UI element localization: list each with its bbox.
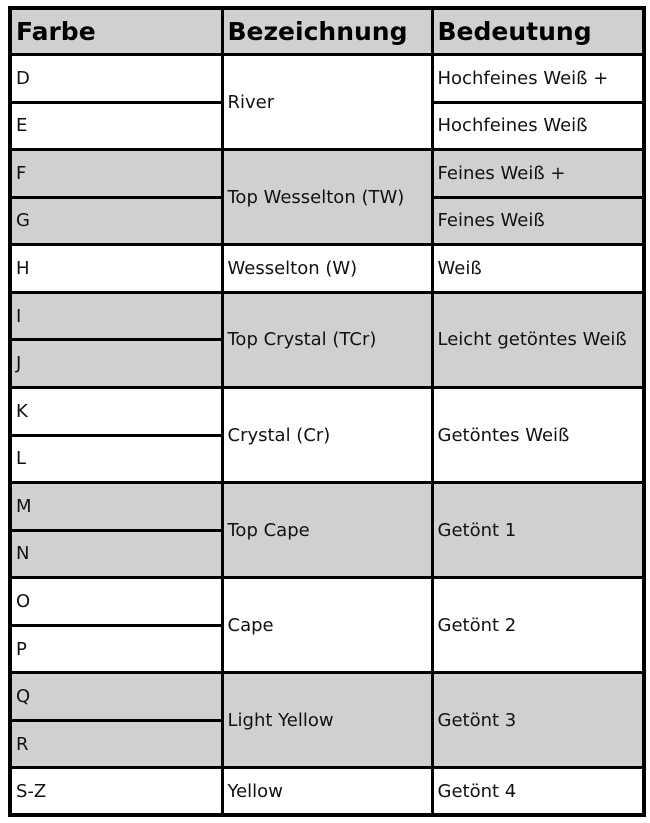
header-bezeichnung: Bezeichnung	[222, 8, 432, 55]
table-row	[10, 245, 644, 293]
meaning-cell: Feines Weiß	[432, 197, 644, 245]
meaning-cell: Getönt 2	[432, 578, 644, 673]
grade-cell: R	[10, 720, 222, 768]
table-row	[10, 292, 644, 340]
meaning-cell: Getönt 4	[432, 768, 644, 815]
grade-cell: Q	[10, 673, 222, 721]
meaning-cell: Hochfeines Weiß	[432, 102, 644, 150]
designation-cell: Top Cape	[222, 483, 432, 578]
table-row	[10, 768, 644, 815]
grade-cell: E	[10, 102, 222, 150]
designation-cell: River	[222, 55, 432, 150]
designation-cell: Light Yellow	[222, 673, 432, 768]
header-bedeutung: Bedeutung	[432, 8, 644, 55]
grade-cell: K	[10, 387, 222, 435]
designation-cell: Top Crystal (TCr)	[222, 292, 432, 387]
table-row	[10, 578, 644, 626]
table-body	[10, 55, 644, 816]
grade-cell: I	[10, 292, 222, 340]
designation-cell: Wesselton (W)	[222, 245, 432, 293]
meaning-cell: Hochfeines Weiß +	[432, 55, 644, 103]
grade-cell: L	[10, 435, 222, 483]
grade-cell: D	[10, 55, 222, 103]
table-row	[10, 673, 644, 721]
grade-cell: S-Z	[10, 768, 222, 815]
designation-cell: Top Wesselton (TW)	[222, 150, 432, 245]
grade-cell: H	[10, 245, 222, 293]
table-row	[10, 483, 644, 531]
grade-cell: O	[10, 578, 222, 626]
designation-cell: Cape	[222, 578, 432, 673]
meaning-cell: Getönt 3	[432, 673, 644, 768]
meaning-cell: Getönt 1	[432, 483, 644, 578]
designation-cell: Yellow	[222, 768, 432, 815]
grade-cell: M	[10, 483, 222, 531]
meaning-cell: Getöntes Weiß	[432, 387, 644, 482]
grade-cell: J	[10, 340, 222, 388]
grade-cell: F	[10, 150, 222, 198]
table-row	[10, 55, 644, 103]
table-row	[10, 387, 644, 435]
meaning-cell: Leicht getöntes Weiß	[432, 292, 644, 387]
header-farbe: Farbe	[10, 8, 222, 55]
grade-cell: N	[10, 530, 222, 578]
table-header-row	[10, 8, 644, 55]
diamond-color-grade-table	[8, 6, 646, 817]
grade-cell: P	[10, 625, 222, 673]
table-row	[10, 150, 644, 198]
meaning-cell: Feines Weiß +	[432, 150, 644, 198]
designation-cell: Crystal (Cr)	[222, 387, 432, 482]
grade-cell: G	[10, 197, 222, 245]
meaning-cell: Weiß	[432, 245, 644, 293]
